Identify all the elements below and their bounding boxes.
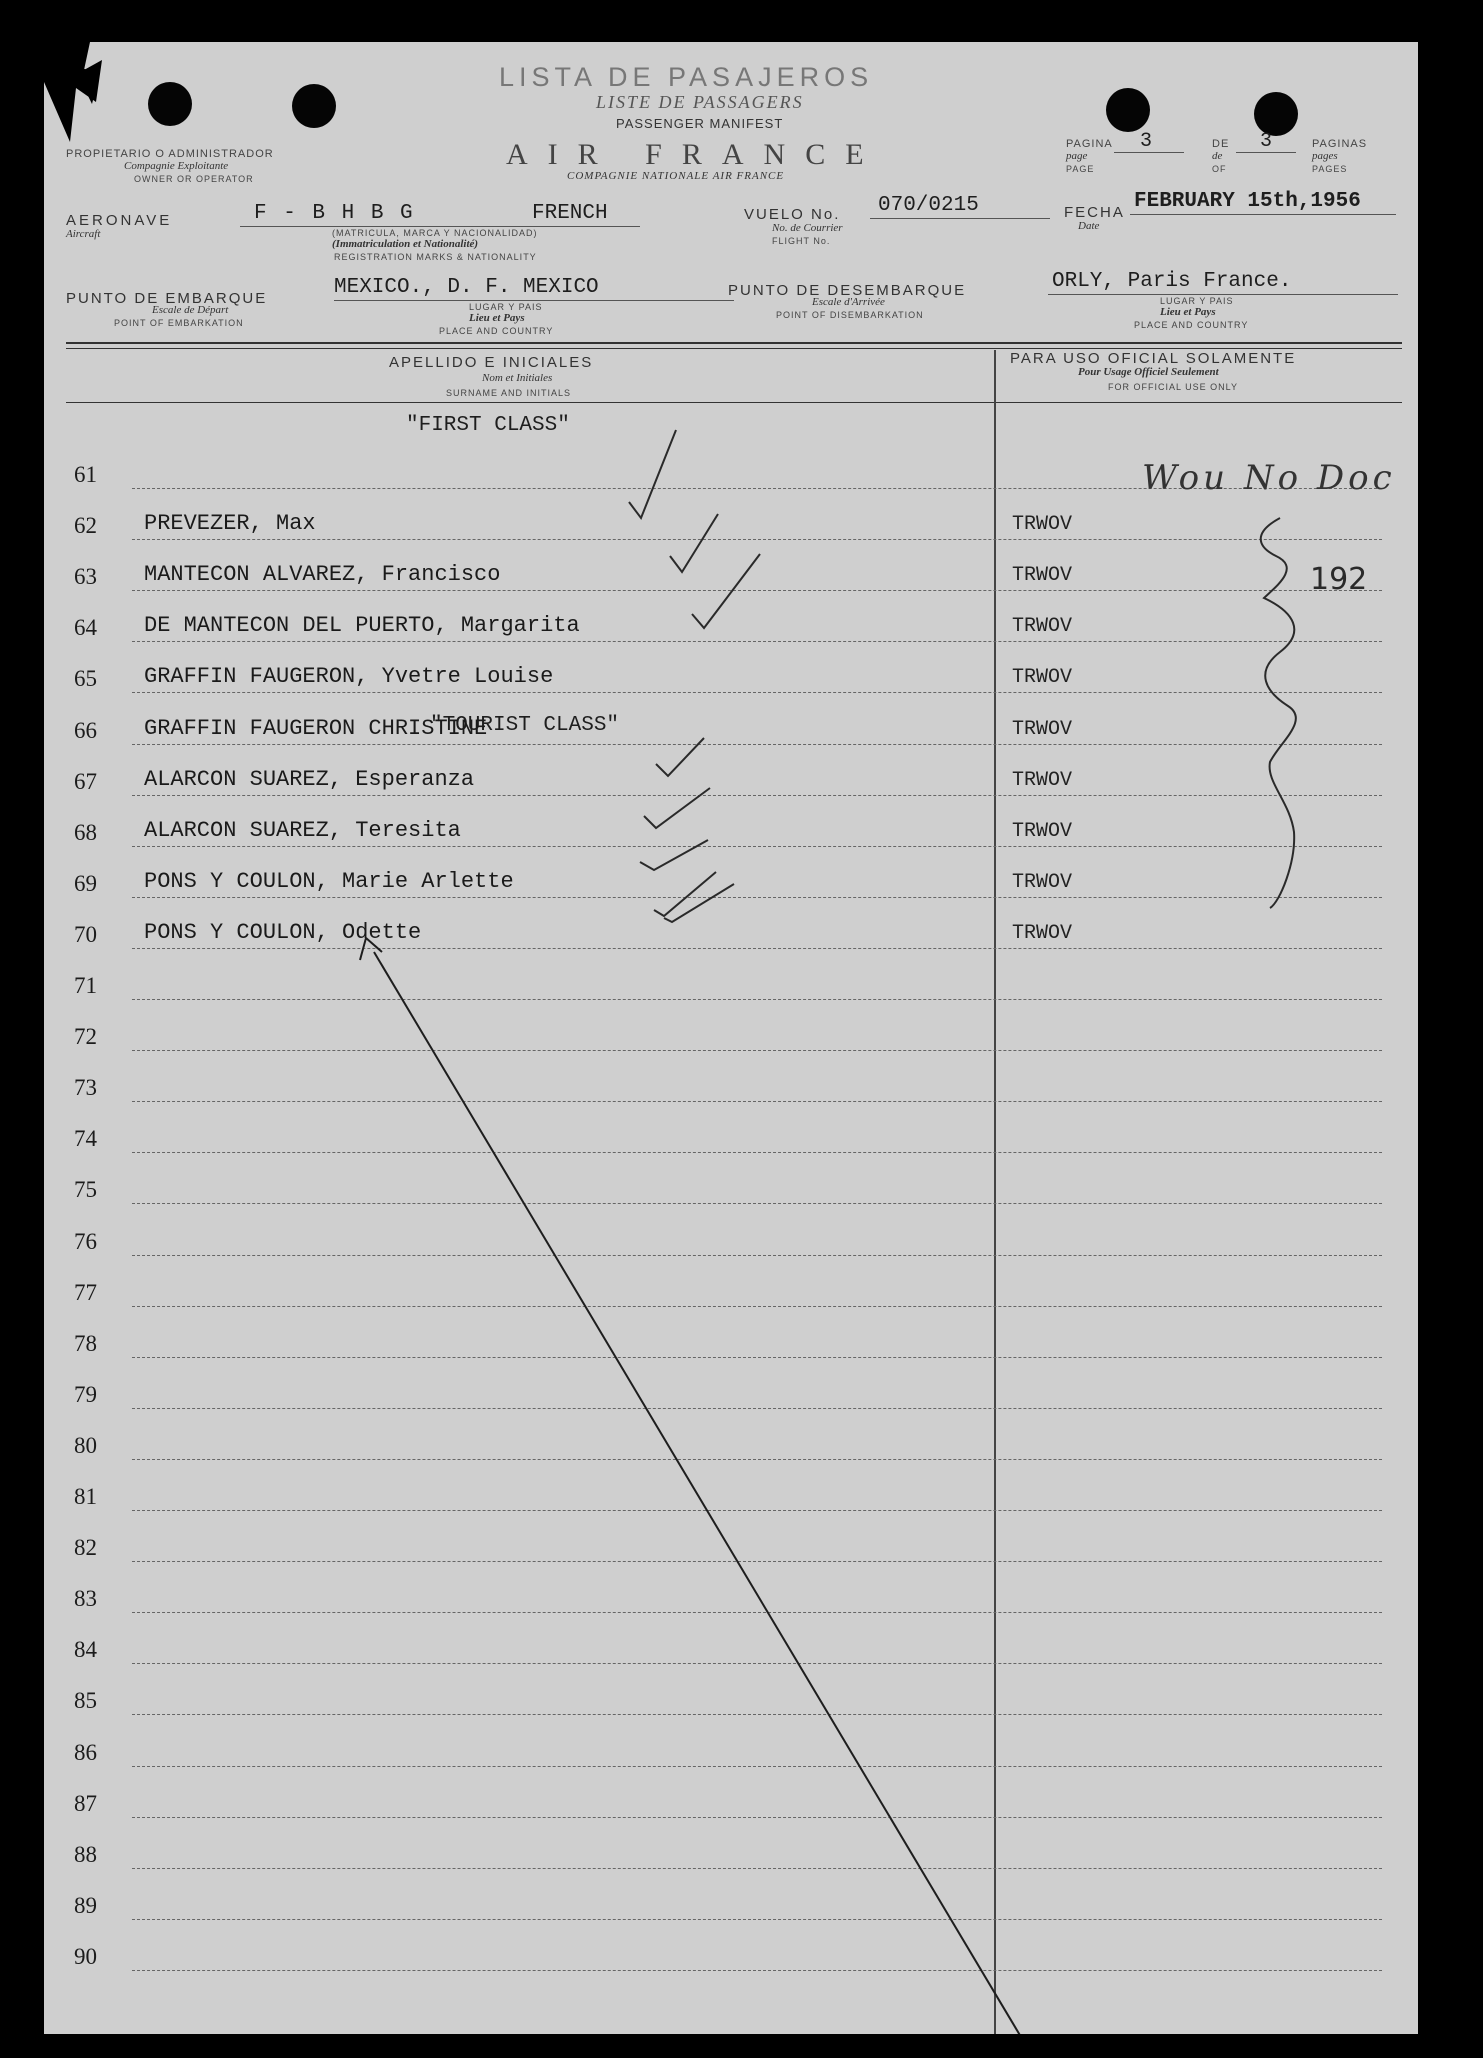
disembark-place-en: PLACE AND COUNTRY (1134, 320, 1249, 330)
owner-label-en: OWNER OR OPERATOR (134, 174, 254, 184)
row-number: 86 (74, 1739, 97, 1765)
embark-label: PUNTO DE EMBARQUE (66, 290, 268, 307)
passenger-name: PONS Y COULON, Marie Arlette (144, 868, 514, 894)
row-number: 69 (74, 870, 97, 896)
row-number: 65 (74, 666, 97, 692)
page-label-en: PAGE (1066, 164, 1095, 174)
aircraft-nationality: FRENCH (532, 202, 608, 225)
row-number: 75 (74, 1177, 97, 1203)
aircraft-reg-en: REGISTRATION MARKS & NATIONALITY (334, 252, 537, 262)
flight-label: VUELO No. (744, 206, 841, 223)
col-name-en: SURNAME AND INITIALS (446, 388, 572, 398)
row-number: 87 (74, 1790, 97, 1816)
first-class-label: "FIRST CLASS" (406, 414, 570, 437)
of-label-fr: de (1212, 150, 1223, 162)
embark-place-fr: Lieu et Pays (469, 312, 525, 324)
page-number: 3 (1140, 130, 1153, 153)
row-number: 80 (74, 1432, 97, 1458)
row-number: 64 (74, 615, 97, 641)
bracket-squiggle (1261, 518, 1296, 908)
embark-place: MEXICO., D. F. MEXICO (334, 276, 599, 299)
airline-name: AIR FRANCE (506, 138, 884, 171)
of-label-es: DE (1212, 138, 1230, 150)
disembark-place-es: LUGAR Y PAIS (1160, 296, 1234, 306)
diagonal-line (374, 952, 1024, 2034)
pages-label-en: PAGES (1312, 164, 1348, 174)
passenger-name: MANTECON ALVAREZ, Francisco (144, 562, 501, 588)
official-code: TRWOV (1012, 921, 1073, 945)
pages-label-fr: pages (1312, 150, 1338, 162)
row-number: 66 (74, 717, 97, 743)
row-number: 61 (74, 462, 97, 487)
row-number: 85 (74, 1688, 97, 1714)
row-number: 82 (74, 1535, 97, 1561)
embark-place-en: PLACE AND COUNTRY (439, 326, 554, 336)
aircraft-label: AERONAVE (66, 212, 173, 229)
official-code: TRWOV (1012, 768, 1073, 792)
row-number: 81 (74, 1484, 97, 1509)
check-mark-70b (664, 884, 734, 922)
of-label-en: OF (1212, 164, 1227, 174)
owner-label-fr: Compagnie Exploitante (124, 160, 229, 172)
page-label-es: PAGINA (1066, 138, 1113, 150)
official-code: TRWOV (1012, 717, 1073, 741)
col-name-es: APELLIDO E INICIALES (389, 354, 594, 371)
passenger-name: PONS Y COULON, Odette (144, 919, 422, 945)
handwritten-count: 192 (1310, 562, 1368, 597)
tourist-class-label: "TOURIST CLASS" (430, 714, 620, 737)
manifest-sheet (44, 42, 1418, 2034)
disembark-label-en: POINT OF DISEMBARKATION (776, 310, 924, 320)
passenger-name: PREVEZER, Max (144, 511, 316, 537)
airline-sub: COMPAGNIE NATIONALE AIR FRANCE (567, 170, 785, 182)
passenger-name: GRAFFIN FAUGERON CHRISTINE (144, 715, 488, 741)
check-mark-68 (644, 788, 710, 828)
row-number: 77 (74, 1279, 97, 1305)
row-number: 67 (74, 768, 97, 794)
aircraft-reg-es: (MATRICULA, MARCA Y NACIONALIDAD) (332, 228, 538, 238)
check-mark-69 (640, 840, 708, 870)
aircraft-label-fr: Aircraft (66, 228, 101, 240)
check-mark-63 (670, 514, 718, 572)
row-number: 89 (74, 1892, 97, 1918)
aircraft-registration: F - B H B G (254, 202, 415, 225)
row-number: 79 (74, 1381, 97, 1407)
disembark-place: ORLY, Paris France. (1052, 270, 1292, 293)
row-number: 63 (74, 564, 97, 590)
flight-label-en: FLIGHT No. (772, 236, 831, 246)
official-code: TRWOV (1012, 615, 1073, 639)
row-number: 70 (74, 921, 97, 947)
flight-date: FEBRUARY 15th,1956 (1134, 190, 1361, 213)
check-mark-67 (656, 738, 704, 776)
col-official-fr: Pour Usage Officiel Seulement (1078, 366, 1219, 378)
official-code: TRWOV (1012, 666, 1073, 690)
title-en: PASSENGER MANIFEST (616, 116, 784, 131)
col-official-en: FOR OFFICIAL USE ONLY (1108, 382, 1239, 392)
row-number: 78 (74, 1330, 97, 1356)
row-number: 72 (74, 1024, 97, 1050)
date-label-fr: Date (1078, 220, 1100, 232)
date-label: FECHA (1064, 204, 1125, 221)
aircraft-reg-fr: (Immatriculation et Nationalité) (332, 238, 479, 250)
col-name-fr: Nom et Initiales (482, 372, 553, 384)
pages-label-es: PAGINAS (1312, 138, 1368, 150)
owner-label-es: PROPIETARIO O ADMINISTRADOR (66, 148, 274, 160)
handwritten-note: Wou No Doc (1142, 458, 1396, 498)
disembark-label: PUNTO DE DESEMBARQUE (728, 282, 967, 299)
page-total: 3 (1260, 130, 1273, 153)
row-number: 84 (74, 1637, 97, 1663)
check-mark-70 (654, 872, 716, 916)
check-mark-64 (692, 554, 760, 628)
passenger-name: DE MANTECON DEL PUERTO, Margarita (144, 613, 580, 639)
row-number: 71 (74, 973, 97, 998)
row-number: 68 (74, 819, 97, 845)
title-es: LISTA DE PASAJEROS (499, 62, 874, 92)
flight-label-fr: No. de Courrier (772, 222, 843, 234)
passenger-name: GRAFFIN FAUGERON, Yvetre Louise (144, 664, 554, 690)
official-code: TRWOV (1012, 870, 1073, 894)
disembark-place-fr: Lieu et Pays (1160, 306, 1216, 318)
official-code: TRWOV (1012, 819, 1073, 843)
row-number: 74 (74, 1126, 97, 1152)
title-fr: LISTE DE PASSAGERS (596, 92, 804, 112)
pen-marks (44, 42, 1418, 2034)
row-number: 62 (74, 513, 97, 539)
row-number: 73 (74, 1075, 97, 1101)
check-mark-62 (629, 430, 676, 518)
passenger-name: ALARCON SUAREZ, Teresita (144, 817, 461, 843)
embark-label-fr: Escale de Départ (152, 304, 229, 316)
page-label-fr: page (1066, 150, 1088, 162)
flight-number: 070/0215 (878, 194, 979, 217)
official-code: TRWOV (1012, 513, 1073, 537)
disembark-label-fr: Escale d'Arrivée (812, 296, 885, 308)
embark-label-en: POINT OF EMBARKATION (114, 318, 244, 328)
row-number: 83 (74, 1586, 97, 1612)
arrow-head (360, 938, 382, 960)
passenger-name: ALARCON SUAREZ, Esperanza (144, 766, 475, 792)
row-number: 88 (74, 1841, 97, 1867)
row-number: 76 (74, 1228, 97, 1254)
row-number: 90 (74, 1943, 97, 1969)
official-code: TRWOV (1012, 564, 1073, 588)
col-official-es: PARA USO OFICIAL SOLAMENTE (1010, 350, 1297, 367)
embark-place-es: LUGAR Y PAIS (469, 302, 543, 312)
